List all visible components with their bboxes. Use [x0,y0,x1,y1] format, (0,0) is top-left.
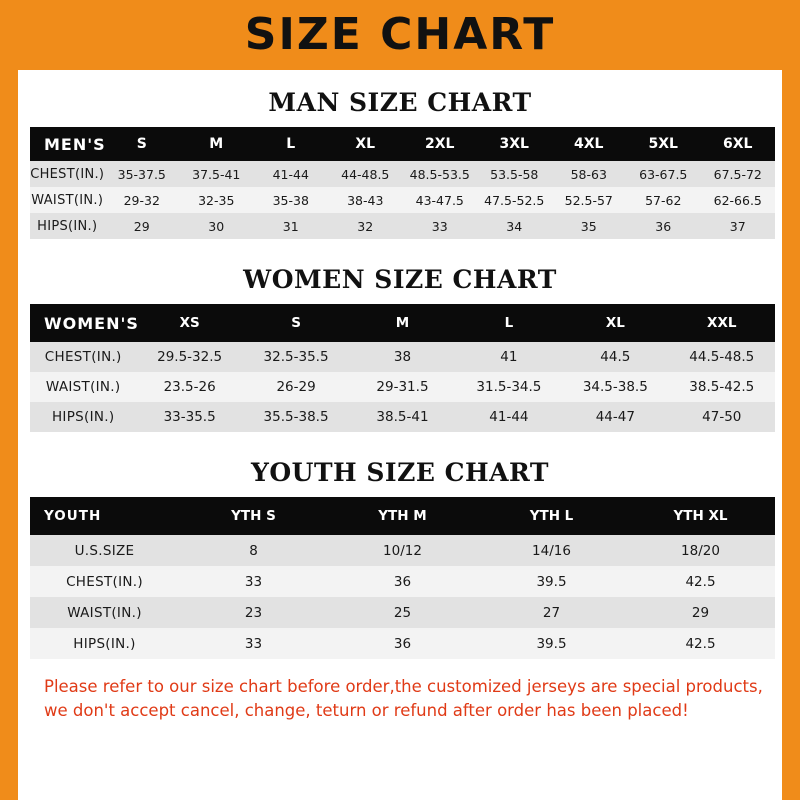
man-r2-c0: HIPS(IN.) [30,213,105,239]
women-r2-c6: 47-50 [669,402,775,432]
man-header-cell-1: S [105,127,180,161]
man-header-cell-6: 3XL [477,127,552,161]
table-row [30,628,775,659]
man-section-title: MAN SIZE CHART [268,88,532,117]
women-r1-c5: 34.5-38.5 [562,372,668,402]
youth-r2-c0: WAIST(IN.) [30,597,179,628]
banner [0,0,800,70]
women-r2-c0: HIPS(IN.) [30,402,136,432]
youth-header-cell-2: YTH M [328,497,477,535]
man-r1-c2: 32-35 [179,187,254,213]
youth-table-head [30,497,775,535]
man-r2-c3: 31 [254,213,329,239]
youth-r3-c3: 39.5 [477,628,626,659]
footnote-line-2: we don't accept cancel, change, teturn or refund after order has been placed! [44,700,689,720]
man-header-cell-2: M [179,127,254,161]
man-r0-c3: 41-44 [254,161,329,187]
man-table-head [30,127,775,161]
youth-r2-c2: 25 [328,597,477,628]
women-r1-c6: 38.5-42.5 [669,372,775,402]
youth-r0-c4: 18/20 [626,535,775,566]
man-r0-c5: 48.5-53.5 [403,161,478,187]
man-r2-c6: 34 [477,213,552,239]
table-row [30,535,775,566]
women-size-table [30,304,775,432]
man-r2-c1: 29 [105,213,180,239]
women-header-cell-4: L [456,304,562,342]
man-r1-c3: 35-38 [254,187,329,213]
youth-header-cell-0: YOUTH [30,497,179,535]
man-table-body [30,161,775,239]
youth-r1-c1: 33 [179,566,328,597]
women-r0-c1: 29.5-32.5 [136,342,242,372]
youth-r1-c3: 39.5 [477,566,626,597]
man-header-cell-9: 6XL [701,127,776,161]
man-header-cell-7: 4XL [552,127,627,161]
women-r1-c2: 26-29 [243,372,349,402]
women-r1-c4: 31.5-34.5 [456,372,562,402]
man-r0-c6: 53.5-58 [477,161,552,187]
table-row [30,187,775,213]
man-r2-c4: 32 [328,213,403,239]
man-header-cell-5: 2XL [403,127,478,161]
man-r2-c2: 30 [179,213,254,239]
youth-r0-c2: 10/12 [328,535,477,566]
women-r2-c5: 44-47 [562,402,668,432]
table-row [30,213,775,239]
man-r1-c6: 47.5-52.5 [477,187,552,213]
women-r1-c1: 23.5-26 [136,372,242,402]
man-r0-c1: 35-37.5 [105,161,180,187]
table-row [30,597,775,628]
youth-r3-c4: 42.5 [626,628,775,659]
women-table-head [30,304,775,342]
women-r0-c3: 38 [349,342,455,372]
women-header-cell-6: XXL [669,304,775,342]
women-section-title: WOMEN SIZE CHART [243,265,557,294]
table-row [30,161,775,187]
table-row [30,566,775,597]
table-header-row [30,304,775,342]
youth-r1-c2: 36 [328,566,477,597]
youth-r2-c3: 27 [477,597,626,628]
man-r1-c8: 57-62 [626,187,701,213]
youth-header-cell-4: YTH XL [626,497,775,535]
women-r2-c3: 38.5-41 [349,402,455,432]
man-r0-c2: 37.5-41 [179,161,254,187]
women-header-cell-5: XL [562,304,668,342]
banner-title: SIZE CHART [244,9,556,60]
women-r0-c6: 44.5-48.5 [669,342,775,372]
man-r2-c7: 35 [552,213,627,239]
women-table-body [30,342,775,432]
women-r0-c5: 44.5 [562,342,668,372]
man-header-cell-4: XL [328,127,403,161]
youth-r0-c3: 14/16 [477,535,626,566]
man-r2-c5: 33 [403,213,478,239]
man-r0-c7: 58-63 [552,161,627,187]
youth-section-title: YOUTH SIZE CHART [251,458,549,487]
women-header-cell-2: S [243,304,349,342]
table-row [30,402,775,432]
man-r0-c4: 44-48.5 [328,161,403,187]
women-r0-c4: 41 [456,342,562,372]
man-r2-c8: 36 [626,213,701,239]
man-header-cell-0: MEN'S [30,127,105,161]
women-r0-c2: 32.5-35.5 [243,342,349,372]
youth-r2-c4: 29 [626,597,775,628]
women-r2-c2: 35.5-38.5 [243,402,349,432]
women-r1-c0: WAIST(IN.) [30,372,136,402]
man-r1-c4: 38-43 [328,187,403,213]
man-r1-c7: 52.5-57 [552,187,627,213]
table-header-row [30,497,775,535]
man-header-cell-3: L [254,127,329,161]
footnote-line-1: Please refer to our size chart before order,the customized jerseys are special products, [44,677,763,696]
women-r0-c0: CHEST(IN.) [30,342,136,372]
man-r1-c9: 62-66.5 [701,187,776,213]
women-r1-c3: 29-31.5 [349,372,455,402]
table-row [30,342,775,372]
youth-r0-c0: U.S.SIZE [30,535,179,566]
women-header-cell-0: WOMEN'S [30,304,136,342]
youth-r3-c0: HIPS(IN.) [30,628,179,659]
youth-r1-c0: CHEST(IN.) [30,566,179,597]
youth-r3-c1: 33 [179,628,328,659]
table-header-row [30,127,775,161]
youth-r0-c1: 8 [179,535,328,566]
youth-size-table [30,497,775,659]
content [18,88,782,723]
table-row [30,372,775,402]
youth-header-cell-3: YTH L [477,497,626,535]
man-r0-c8: 63-67.5 [626,161,701,187]
footnote [44,675,763,723]
man-header-cell-8: 5XL [626,127,701,161]
man-r1-c5: 43-47.5 [403,187,478,213]
man-r0-c0: CHEST(IN.) [30,161,105,187]
youth-table-body [30,535,775,659]
youth-header-cell-1: YTH S [179,497,328,535]
man-r2-c9: 37 [701,213,776,239]
man-r0-c9: 67.5-72 [701,161,776,187]
women-header-cell-1: XS [136,304,242,342]
youth-r2-c1: 23 [179,597,328,628]
youth-r3-c2: 36 [328,628,477,659]
youth-r1-c4: 42.5 [626,566,775,597]
women-header-cell-3: M [349,304,455,342]
man-r1-c1: 29-32 [105,187,180,213]
man-size-table [30,127,775,239]
man-r1-c0: WAIST(IN.) [30,187,105,213]
women-r2-c4: 41-44 [456,402,562,432]
women-r2-c1: 33-35.5 [136,402,242,432]
